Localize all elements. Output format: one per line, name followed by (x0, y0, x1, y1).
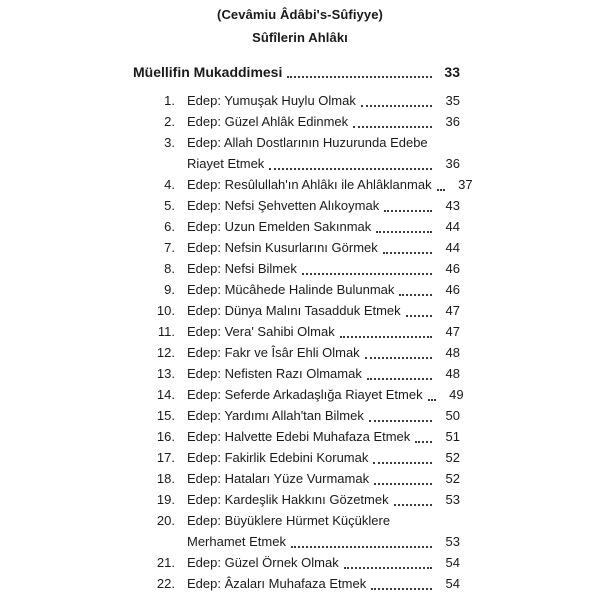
toc-entry-row (133, 573, 460, 594)
toc-entry-title: Edep: Yardımı Allah'tan Bilmek (187, 408, 364, 423)
toc-entry-title: Edep: Âzaları Muhafaza Etmek (187, 576, 367, 591)
toc-entry-row (133, 153, 460, 174)
toc-entry-title: Edep: Hataları Yüze Vurmamak (187, 471, 370, 486)
toc-entry-title: Riayet Etmek (187, 156, 265, 171)
toc-preface-label: Müellifin Mukaddimesi (133, 64, 283, 80)
toc-entry-page-number: 48 (445, 345, 460, 360)
toc-entry-page-number: 46 (445, 282, 460, 297)
book-title-transliteration: (Cevâmiu Âdâbi's-Sûfiyye) (217, 7, 383, 22)
book-title-block (0, 4, 600, 49)
toc-entry-row (133, 237, 460, 258)
toc-entry-title: Edep: Nefisten Razı Olmamak (187, 366, 362, 381)
toc-entry-row (133, 363, 460, 384)
toc-entry-number: 10. (156, 303, 175, 318)
toc-entry-number: 22. (156, 576, 175, 591)
toc-entry-title: Edep: Halvette Edebi Muhafaza Etmek (187, 429, 411, 444)
dot-leader (353, 126, 432, 128)
toc-entry-page-number: 49 (449, 387, 464, 402)
toc-preface-row (133, 61, 460, 83)
toc-entry-page-number: 52 (445, 471, 460, 486)
dot-leader (394, 504, 432, 506)
toc-entry-row (133, 321, 460, 342)
toc-entry-title: Edep: Büyüklere Hürmet Küçüklere (187, 513, 391, 528)
toc-entry-number: 9. (164, 282, 175, 297)
toc-entry-row (133, 132, 460, 153)
toc-entry-row (133, 510, 460, 531)
dot-leader (371, 588, 432, 590)
dot-leader (344, 567, 432, 569)
dot-leader (428, 399, 436, 401)
toc-entry-number: 6. (164, 219, 175, 234)
toc-entry-number: 14. (156, 387, 175, 402)
toc-entry-number: 12. (156, 345, 175, 360)
dot-leader (369, 420, 432, 422)
dot-leader (365, 357, 432, 359)
table-of-contents (133, 61, 473, 594)
dot-leader (415, 441, 432, 443)
toc-entry-number: 16. (156, 429, 175, 444)
toc-entry-number: 19. (156, 492, 175, 507)
toc-entry-page-number: 54 (445, 576, 460, 591)
toc-entry-number: 18. (156, 471, 175, 486)
toc-entry-title: Edep: Dünya Malını Tasadduk Etmek (187, 303, 401, 318)
toc-entry-number: 13. (156, 366, 175, 381)
dot-leader (376, 231, 432, 233)
toc-entry-row (133, 447, 460, 468)
toc-entry-number: 21. (156, 555, 175, 570)
toc-entry-number: 20. (156, 513, 175, 528)
toc-entry-title: Edep: Resûlullah'ın Ahlâkı ile Ahlâklanmak (187, 177, 432, 192)
toc-entry-row (133, 342, 460, 363)
dot-leader (406, 315, 432, 317)
dot-leader (269, 168, 432, 170)
toc-entry-page-number: 48 (445, 366, 460, 381)
dot-leader (340, 336, 432, 338)
toc-entry-row (133, 552, 460, 573)
toc-preface-page-number: 33 (444, 64, 460, 80)
dot-leader (384, 210, 432, 212)
toc-entry-title: Edep: Güzel Örnek Olmak (187, 555, 339, 570)
toc-entry-page-number: 53 (445, 492, 460, 507)
book-subtitle: Sûfîlerin Ahlâkı (252, 29, 348, 45)
toc-entry-row (133, 468, 460, 489)
toc-entry-page-number: 36 (445, 114, 460, 129)
toc-entry-number: 8. (164, 261, 175, 276)
toc-entry-number: 15. (156, 408, 175, 423)
toc-entry-row (133, 426, 460, 447)
toc-entry-title: Edep: Yumuşak Huylu Olmak (187, 93, 356, 108)
toc-entry-title: Edep: Kardeşlik Hakkını Gözetmek (187, 492, 389, 507)
toc-entry-title: Edep: Fakr ve Îsâr Ehli Olmak (187, 345, 360, 360)
dot-leader (367, 378, 432, 380)
toc-entry-title: Edep: Nefsi Şehvetten Alıkoymak (187, 198, 380, 213)
toc-entry-page-number: 47 (445, 303, 460, 318)
toc-entry-row (133, 489, 460, 510)
toc-entry-page-number: 37 (458, 177, 473, 192)
toc-entry-row (133, 405, 460, 426)
toc-entry-title: Merhamet Etmek (187, 534, 286, 549)
toc-entry-page-number: 36 (445, 156, 460, 171)
toc-entry-number: 11. (157, 324, 175, 339)
toc-entry-title: Edep: Uzun Emelden Sakınmak (187, 219, 372, 234)
toc-entry-row (133, 531, 460, 552)
toc-entry-number: 7. (164, 240, 175, 255)
toc-entry-number: 3. (164, 135, 175, 150)
toc-entry-page-number: 54 (445, 555, 460, 570)
toc-entry-page-number: 47 (445, 324, 460, 339)
dot-leader (373, 462, 432, 464)
toc-entry-page-number: 51 (445, 429, 460, 444)
dot-leader (291, 546, 432, 548)
dot-leader (437, 189, 445, 191)
toc-entry-number: 1. (164, 93, 175, 108)
toc-entry-page-number: 53 (445, 534, 460, 549)
dot-leader (302, 273, 432, 275)
toc-entry-row (133, 384, 464, 405)
toc-entry-title: Edep: Fakirlik Edebini Korumak (187, 450, 369, 465)
toc-entry-row (133, 111, 460, 132)
toc-entry-row (133, 195, 460, 216)
toc-entry-page-number: 44 (445, 219, 460, 234)
dot-leader (399, 294, 432, 296)
toc-entry-page-number: 46 (445, 261, 460, 276)
dot-leader (374, 483, 432, 485)
toc-entry-title: Edep: Nefsin Kusurlarını Görmek (187, 240, 378, 255)
toc-entry-row (133, 90, 460, 111)
toc-entry-row (133, 216, 460, 237)
toc-entry-number: 4. (164, 177, 175, 192)
toc-entry-number: 5. (164, 198, 175, 213)
toc-entry-title: Edep: Vera' Sahibi Olmak (187, 324, 335, 339)
toc-entry-row (133, 258, 460, 279)
dot-leader (383, 252, 432, 254)
toc-entry-row (133, 300, 460, 321)
toc-entry-page-number: 52 (445, 450, 460, 465)
toc-entry-row (133, 279, 460, 300)
toc-entry-number: 17. (156, 450, 175, 465)
toc-entry-page-number: 50 (445, 408, 460, 423)
toc-entry-title: Edep: Mücâhede Halinde Bulunmak (187, 282, 395, 297)
toc-entry-page-number: 43 (445, 198, 460, 213)
toc-items-list (133, 90, 473, 594)
toc-entry-title: Edep: Güzel Ahlâk Edinmek (187, 114, 349, 129)
toc-entry-title: Edep: Seferde Arkadaşlığa Riayet Etmek (187, 387, 423, 402)
toc-entry-number: 2. (164, 114, 175, 129)
toc-entry-title: Edep: Nefsi Bilmek (187, 261, 297, 276)
dot-leader (287, 76, 432, 78)
toc-entry-row (133, 174, 473, 195)
toc-entry-page-number: 35 (445, 93, 460, 108)
toc-entry-title: Edep: Allah Dostlarının Huzurunda Edebe (187, 135, 428, 150)
toc-entry-page-number: 44 (445, 240, 460, 255)
dot-leader (361, 105, 432, 107)
